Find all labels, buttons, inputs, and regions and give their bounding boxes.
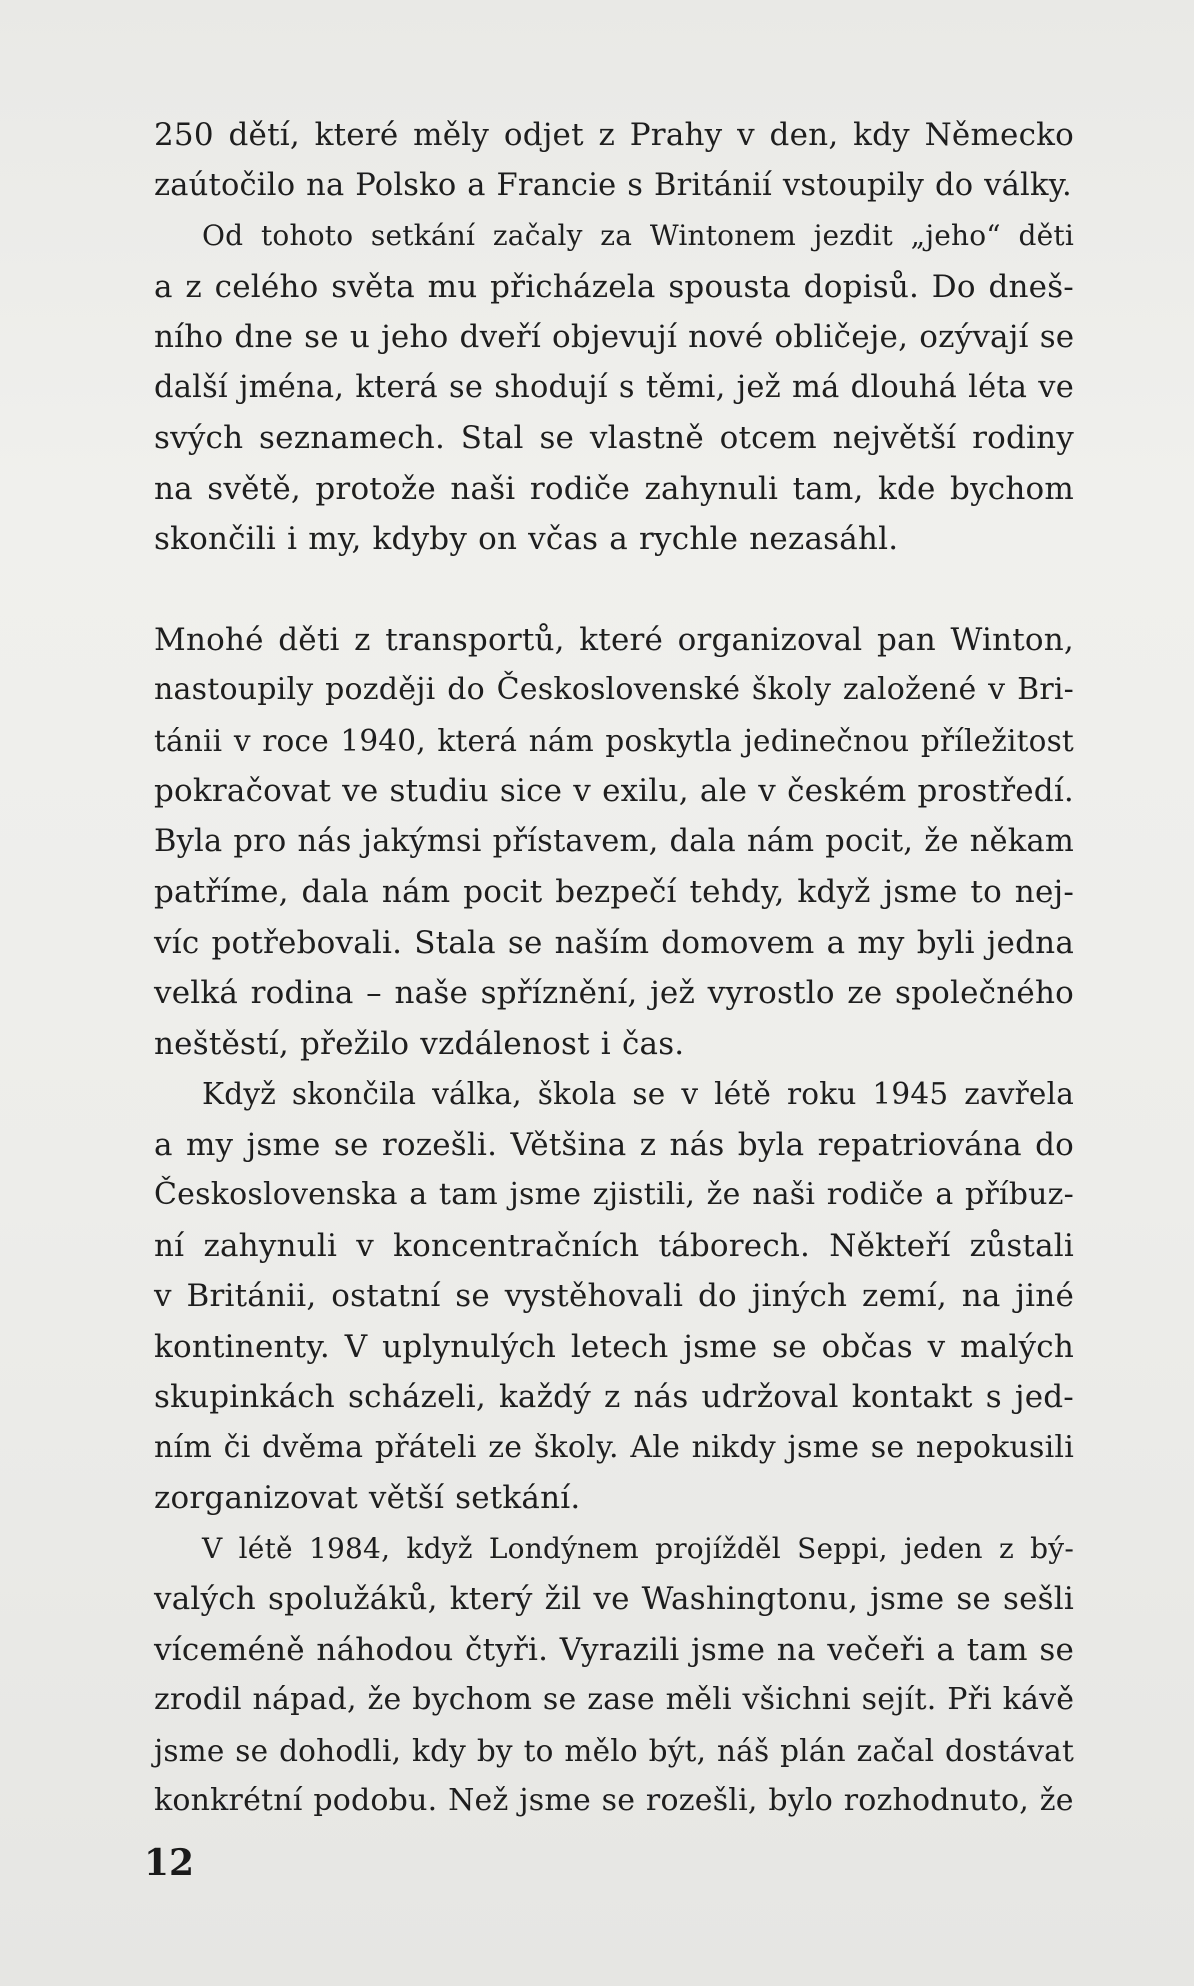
text-line: Když skončila válka, škola se v létě roku 1945 zavřela — [202, 1077, 1074, 1111]
text-line: ním či dvěma přáteli ze školy. Ale nikdy jsme se nepokusili — [154, 1429, 1074, 1465]
text-line: velká rodina – naše spříznění, jež vyrostlo ze společného — [154, 975, 1074, 1011]
text-line: kontinenty. V uplynulých letech jsme se občas v malých — [154, 1328, 1074, 1365]
paragraph — [154, 110, 1074, 211]
paragraph — [154, 1524, 1074, 1827]
text-line: skupinkách scházeli, každý z nás udržoval kontakt s jed- — [154, 1379, 1074, 1415]
text-line: Byla pro nás jakýmsi přístavem, dala nám pocit, že někam — [154, 823, 1074, 859]
text-line: a my jsme se rozešli. Většina z nás byla repatriována do — [154, 1126, 1074, 1163]
text-line: zrodil nápad, že bychom se zase měli všichni sejít. Při kávě — [154, 1682, 1075, 1717]
text-line: svých seznamech. Stal se vlastně otcem největší rodiny — [154, 420, 1074, 456]
paragraph — [154, 211, 1074, 565]
text-line: a z celého světa mu přicházela spousta dopisů. Do dneš- — [154, 268, 1074, 305]
text-line: zorganizovat větší setkání. — [154, 1480, 581, 1516]
section-break — [154, 565, 1074, 615]
text-line: valých spolužáků, který žil ve Washingtonu, jsme se sešli — [154, 1581, 1074, 1617]
text-line: na světě, protože naši rodiče zahynuli tam, kde bychom — [154, 470, 1074, 507]
text-line: nastoupily později do Československé školy založené v Bri- — [154, 672, 1074, 707]
text-line: pokračovat ve studiu sice v exilu, ale v českém prostředí. — [154, 773, 1074, 809]
text-line: neštěstí, přežilo vzdálenost i čas. — [154, 1025, 685, 1062]
text-line: víc potřebovali. Stala se naším domovem a my byli jedna — [154, 924, 1074, 961]
page-number: 12 — [144, 1842, 195, 1884]
text-line: ního dne se u jeho dveří objevují nové obličeje, ozývají se — [154, 319, 1075, 355]
text-line: Od tohoto setkání začaly za Wintonem jezdit „jeho“ děti — [202, 219, 1074, 252]
text-line: Československa a tam jsme zjistili, že naši rodiče a příbuz- — [154, 1177, 1074, 1212]
body-text — [154, 110, 1074, 1827]
text-line: V létě 1984, když Londýnem projížděl Seppi, jeden z bý- — [202, 1531, 1074, 1565]
paragraph — [154, 615, 1074, 1070]
text-line: zaútočilo na Polsko a Francie s Británií vstoupily do války. — [154, 167, 1072, 203]
text-line: Mnohé děti z transportů, které organizoval pan Winton, — [154, 621, 1074, 658]
text-line: jsme se dohodli, kdy by to mělo být, náš plán začal dostávat — [154, 1733, 1074, 1768]
text-line: 250 dětí, které měly odjet z Prahy v den, kdy Německo — [154, 117, 1074, 153]
text-line: další jména, která se shodují s těmi, jež má dlouhá léta ve — [154, 369, 1074, 405]
text-line: tánii v roce 1940, která nám poskytla jedinečnou příležitost — [154, 723, 1074, 758]
text-line: ní zahynuli v koncentračních táborech. Někteří zůstali — [154, 1227, 1074, 1264]
text-line: skončili i my, kdyby on včas a rychle nezasáhl. — [154, 521, 899, 557]
text-line: patříme, dala nám pocit bezpečí tehdy, když jsme to nej- — [154, 874, 1074, 910]
text-line: víceméně náhodou čtyři. Vyrazili jsme na večeři a tam se — [154, 1631, 1074, 1668]
text-line: konkrétní podobu. Než jsme se rozešli, bylo rozhodnuto, že — [154, 1783, 1074, 1818]
text-line: v Británii, ostatní se vystěhovali do jiných zemí, na jiné — [154, 1278, 1074, 1314]
paragraph — [154, 1069, 1074, 1524]
